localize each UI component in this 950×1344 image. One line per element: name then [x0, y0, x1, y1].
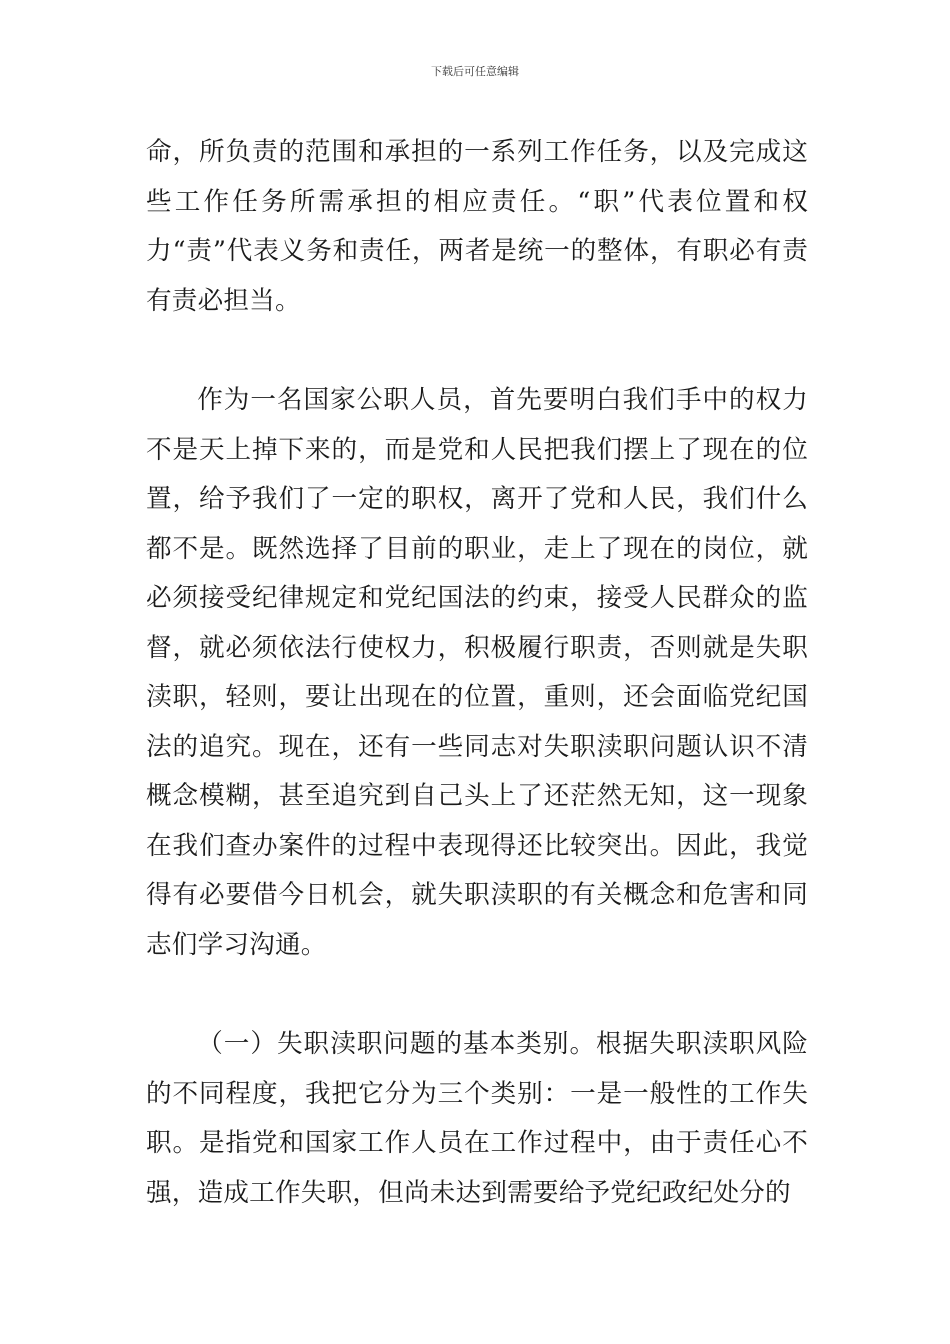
paragraph-3: （一）失职渎职问题的基本类别。根据失职渎职风险的不同程度，我把它分为三个类别：一是一般性的工作失职。是指党和国家工作人员在工作过程中，由于责任心不强，造成工作失职，但尚未达到需要给予党纪政纪处分的 — [146, 1029, 808, 1208]
paragraph-2: 作为一名国家公职人员，首先要明白我们手中的权力不是天上掉下来的，而是党和人民把我们摆上了现在的位置，给予我们了一定的职权，离开了党和人民，我们什么都不是。既然选择了目前的职业，走上了现在的岗位，就必须接受纪律规定和党纪国法的约束，接受人民群众的监督，就必须依法行使权力，积极履行职责，否则就是失职渎职，轻则，要让出现在的位置，重则，还会面临党纪国法的追究。现在，还有一些同志对失职渎职问题认识不清概念模糊，甚至追究到自己头上了还茫然无知，这一现象在我们查办案件的过程中表现得还比较突出。因此，我觉得有必要借今日机会，就失职渎职的有关概念和危害和同志们学习沟通。 — [146, 385, 808, 960]
page-header: 下载后可任意编辑 — [431, 65, 519, 78]
paragraph-1: 命，所负责的范围和承担的一系列工作任务，以及完成这些工作任务所需承担的相应责任。“职”代表位置和权力“责”代表义务和责任，两者是统一的整体，有职必有责有责必担当。 — [146, 137, 808, 316]
document-body — [146, 128, 808, 1218]
